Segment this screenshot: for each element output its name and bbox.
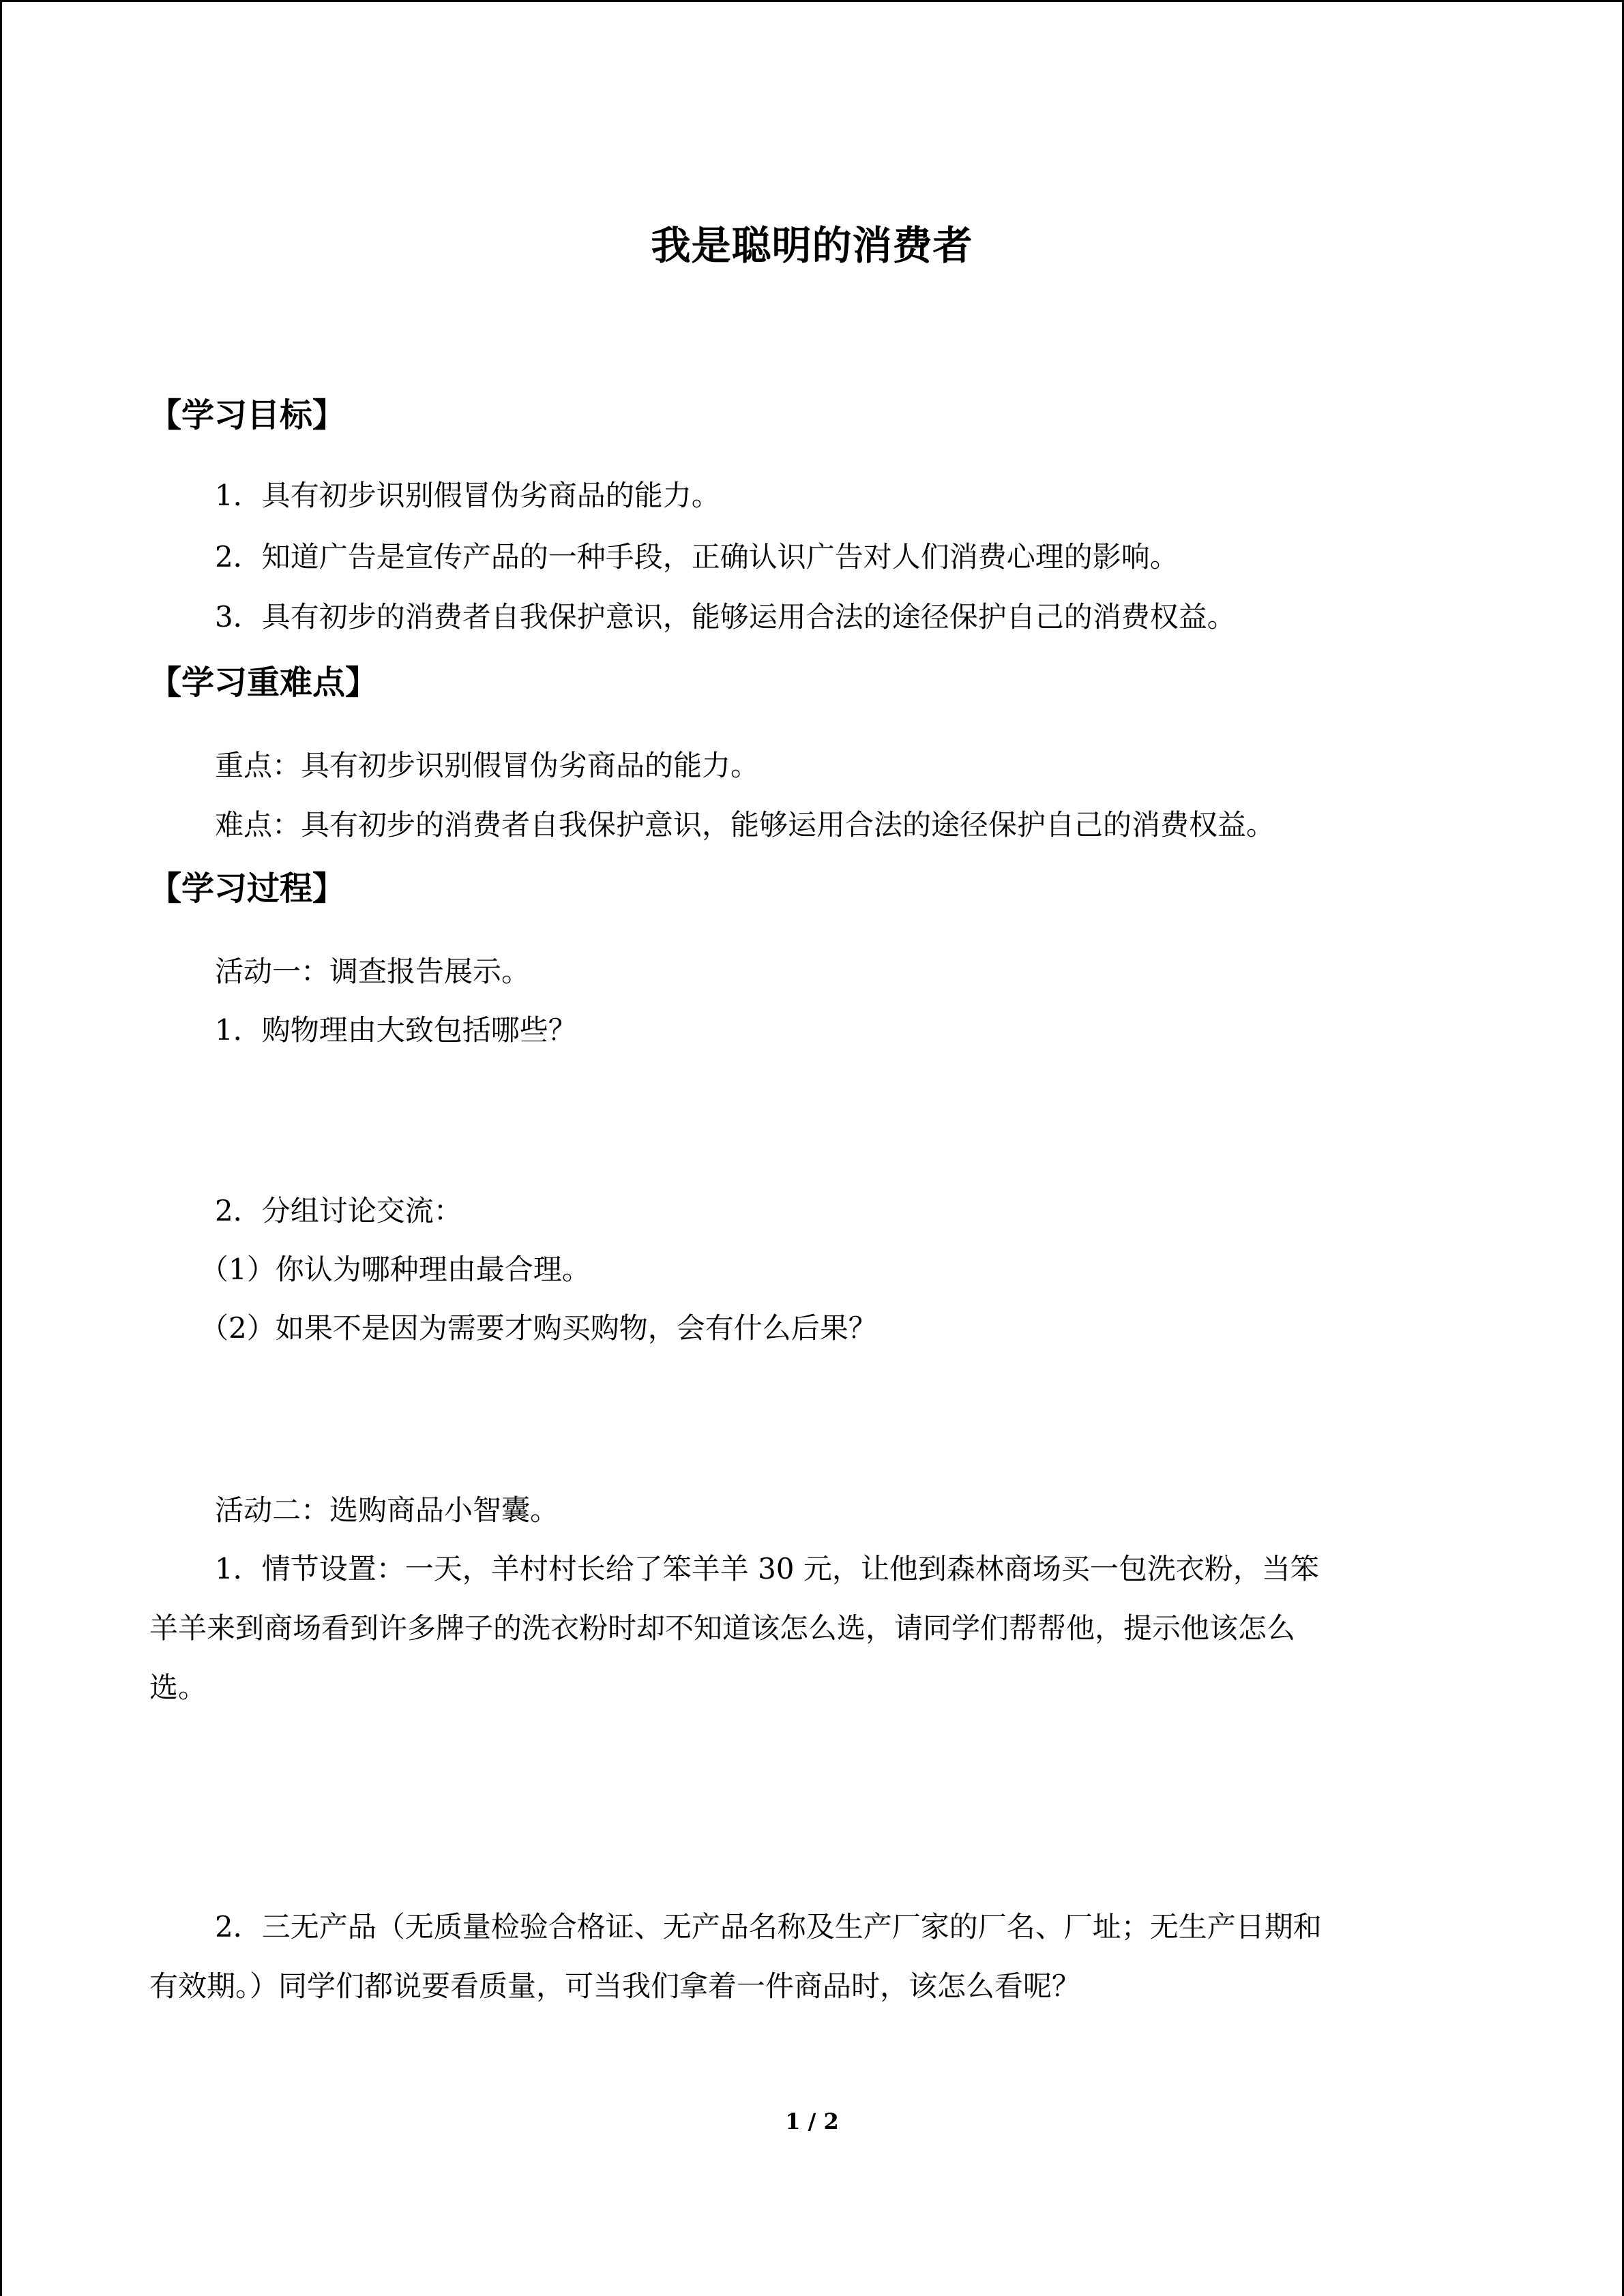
activity-one-title: 活动一：调查报告展示。 (215, 955, 531, 988)
key-point-difficulty: 难点：具有初步的消费者自我保护意识，能够运用合法的途径保护自己的消费权益。 (215, 808, 1275, 841)
activity-one-question-1: 1．购物理由大致包括哪些？ (215, 1013, 577, 1047)
goal-item-3: 3．具有初步的消费者自我保护意识，能够运用合法的途径保护自己的消费权益。 (215, 600, 1236, 633)
activity-two-title: 活动二：选购商品小智囊。 (215, 1493, 559, 1527)
activity-two-question-1-line-1: 1．情节设置：一天，羊村村长给了笨羊羊 30 元，让他到森林商场买一包洗衣粉，当笨 (215, 1552, 1319, 1585)
activity-one-sub-2: （2）如果不是因为需要才购买购物，会有什么后果？ (200, 1311, 877, 1345)
heading-key-points: 【学习重难点】 (149, 664, 379, 702)
key-point-focus: 重点：具有初步识别假冒伪劣商品的能力。 (215, 749, 760, 782)
heading-learning-goals: 【学习目标】 (149, 396, 346, 434)
activity-one-question-2: 2．分组讨论交流： (215, 1194, 462, 1227)
activity-two-question-1-line-2: 羊羊来到商场看到许多牌子的洗衣粉时却不知道该怎么选，请同学们帮帮他，提示他该怎么 (149, 1611, 1296, 1645)
activity-one-sub-1: （1）你认为哪种理由最合理。 (200, 1253, 591, 1286)
page-number: 1 / 2 (785, 2108, 839, 2134)
activity-two-question-2-line-1: 2．三无产品（无质量检验合格证、无产品名称及生产厂家的厂名、厂址；无生产日期和 (215, 1910, 1322, 1943)
goal-item-1: 1．具有初步识别假冒伪劣商品的能力。 (215, 479, 720, 512)
activity-two-question-2-line-2: 有效期。）同学们都说要看质量，可当我们拿着一件商品时，该怎么看呢？ (149, 1969, 1081, 2003)
activity-two-question-1-line-3: 选。 (149, 1671, 207, 1704)
document-title: 我是聪明的消费者 (651, 222, 973, 269)
goal-item-2: 2．知道广告是宣传产品的一种手段，正确认识广告对人们消费心理的影响。 (215, 540, 1179, 573)
heading-learning-process: 【学习过程】 (149, 869, 346, 908)
